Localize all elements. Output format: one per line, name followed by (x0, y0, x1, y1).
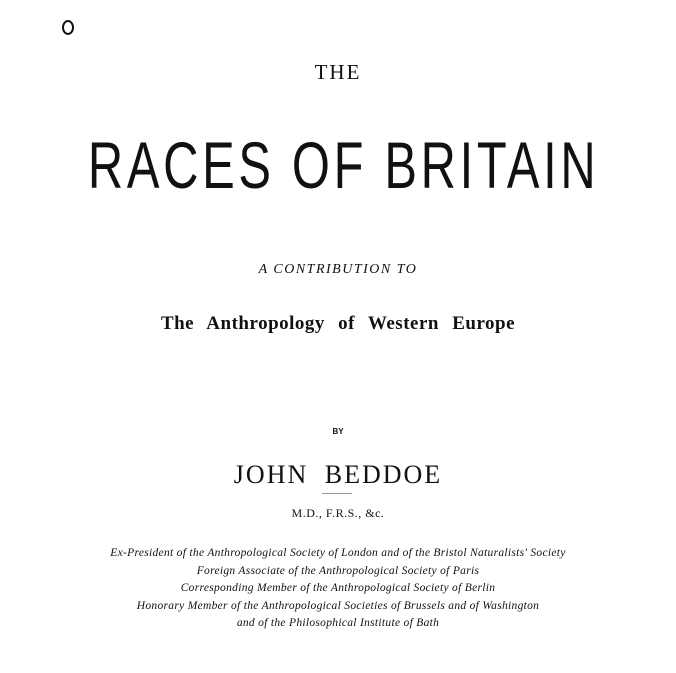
affiliation-line: Foreign Associate of the Anthropological Society of Paris (196, 564, 480, 577)
by-line: BY (332, 427, 344, 436)
author-degrees: M.D., F.R.S., &c. (291, 506, 385, 520)
affiliations-list (0, 545, 676, 633)
affiliation-line: Corresponding Member of the Anthropological Society of Berlin (180, 582, 496, 594)
main-title: RACES OF BRITAIN (87, 128, 600, 202)
affiliation-line: Ex-President of the Anthropological Society of London and of the Bristol Naturalists' Society (110, 547, 566, 559)
divider (322, 493, 352, 494)
contribution-line: A CONTRIBUTION TO (258, 262, 418, 277)
author-name: JOHN BEDDOE (233, 460, 443, 489)
subtitle: The Anthropology of Western Europe (160, 313, 516, 334)
affiliation-line: and of the Philosophical Institute of Bath (236, 617, 440, 629)
circle-mark-icon (62, 20, 74, 35)
title-article: THE (314, 60, 362, 84)
affiliation-line: Honorary Member of the Anthropological Societies of Brussels and of Washington (136, 599, 540, 612)
